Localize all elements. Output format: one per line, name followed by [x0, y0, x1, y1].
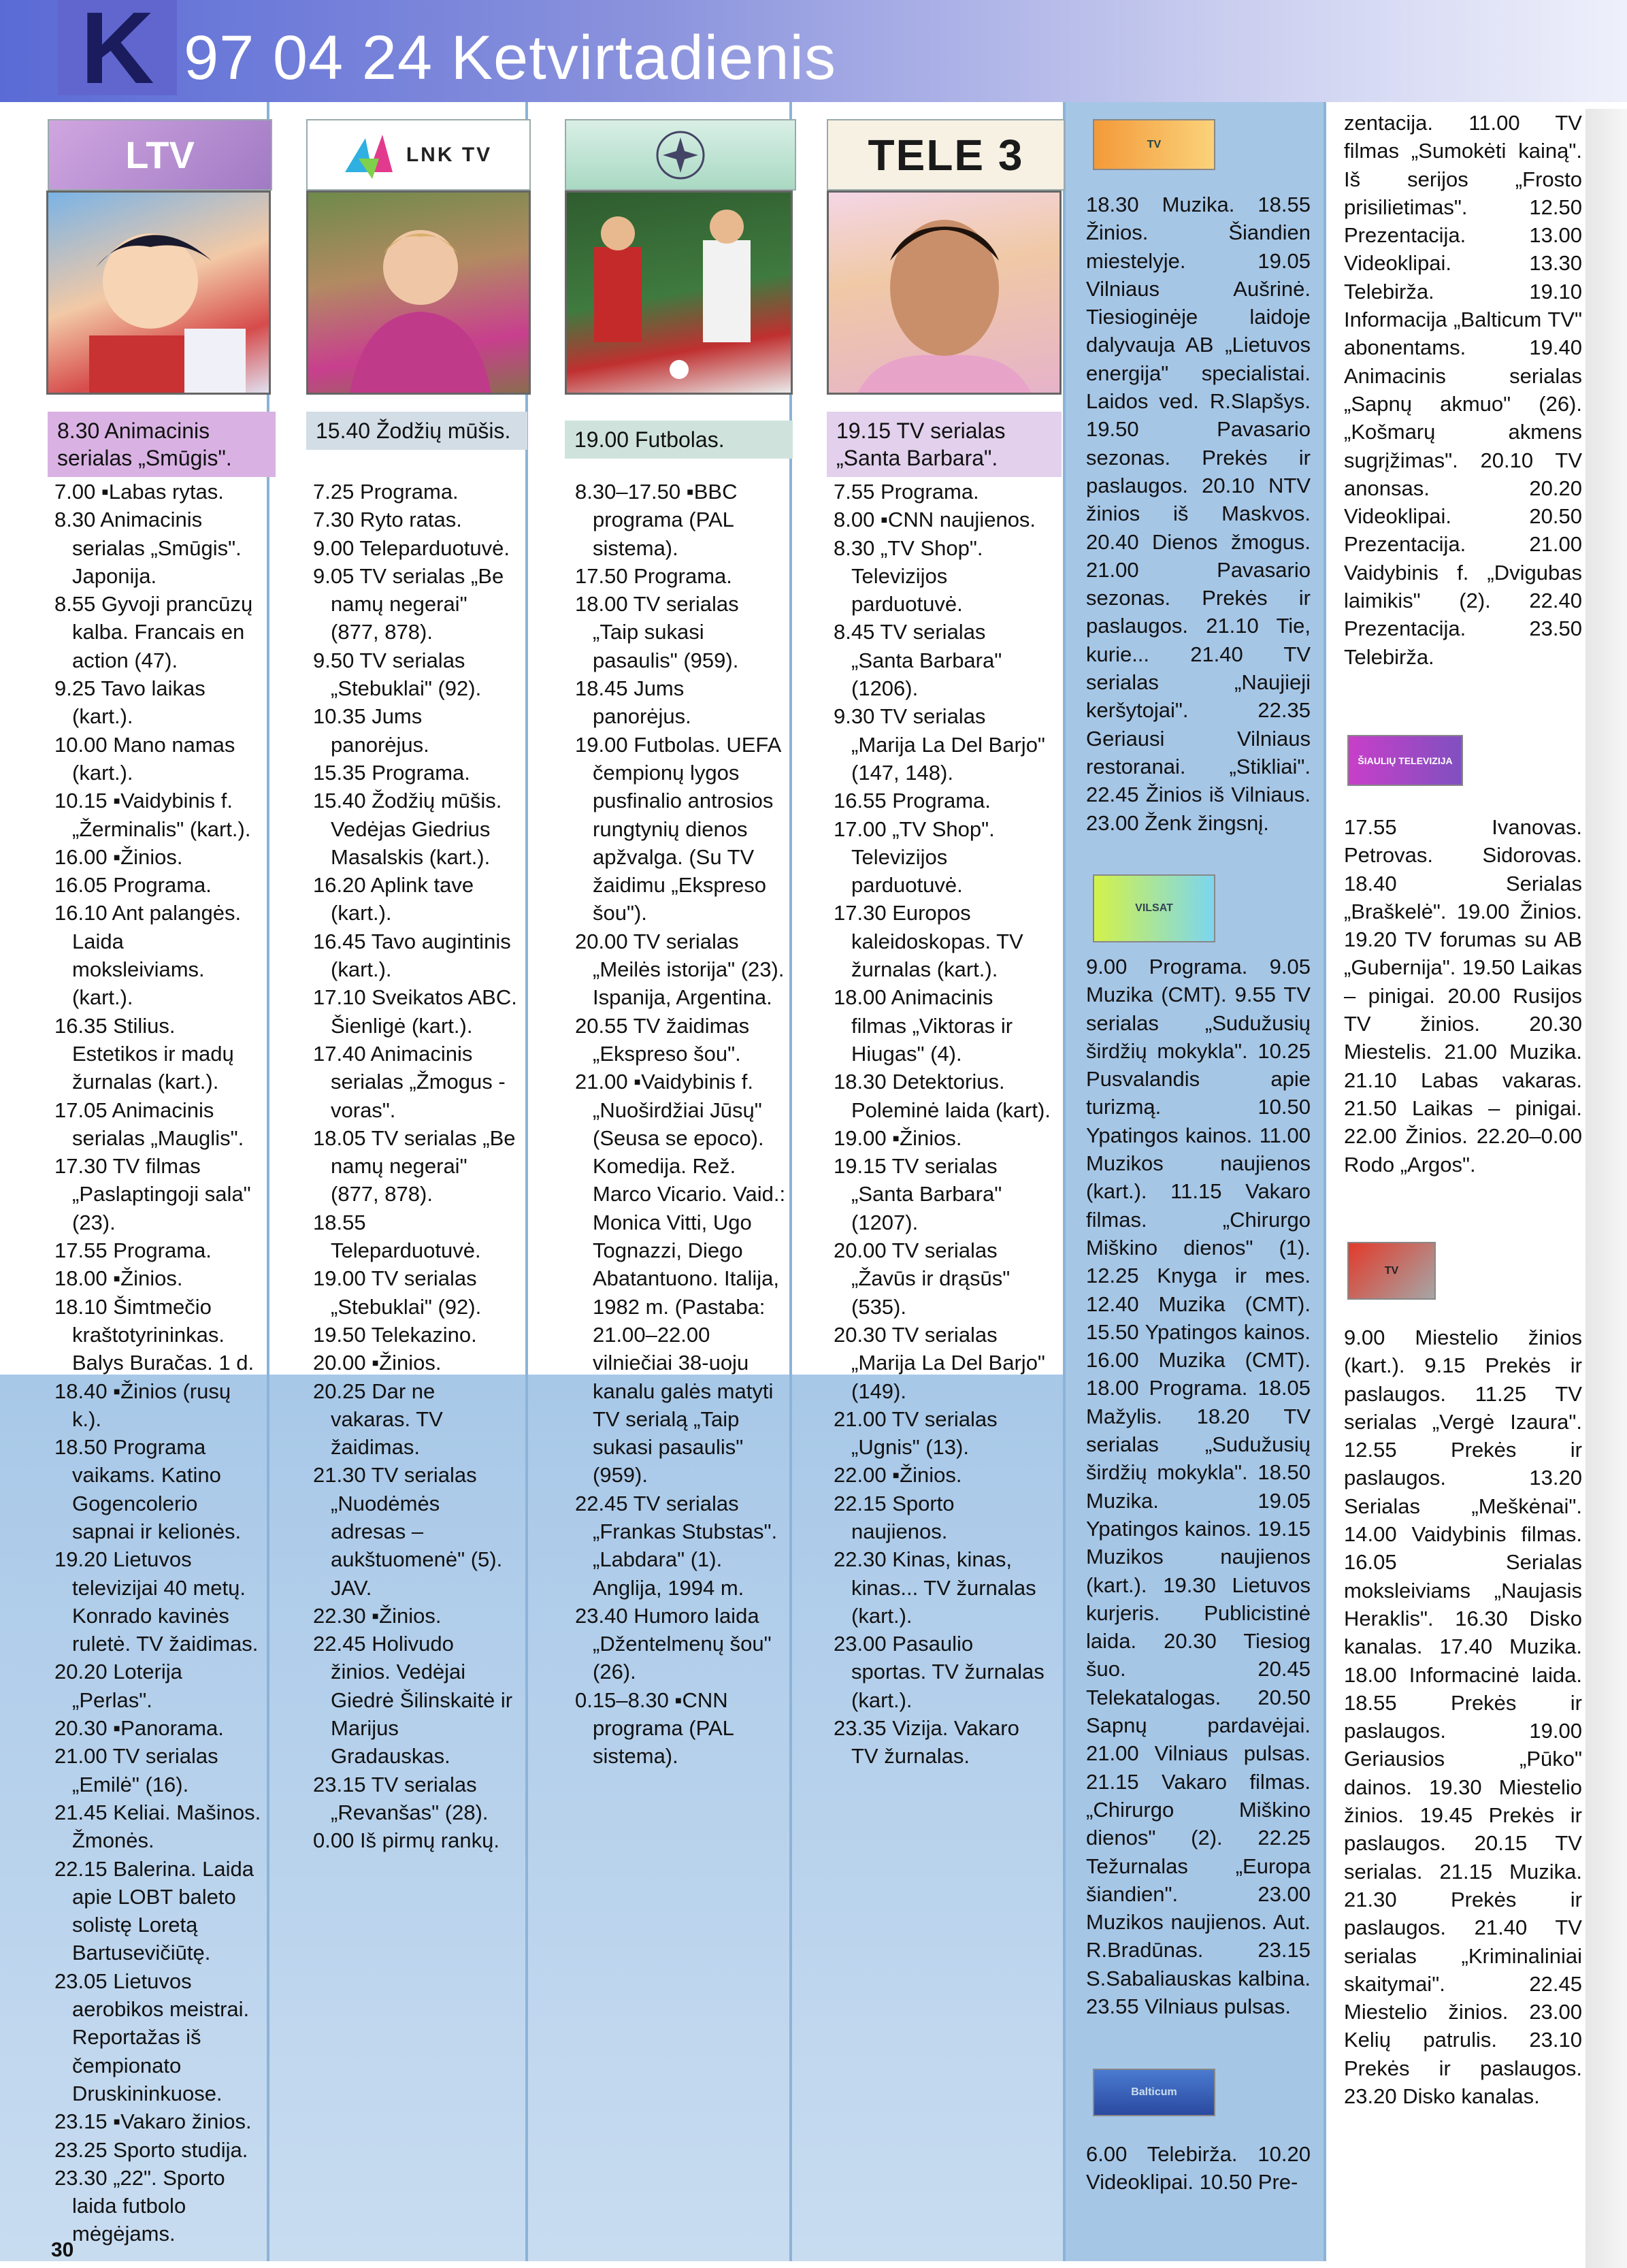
- program-entry: 17.40 Animacinis serialas „Žmogus - voras".: [313, 1041, 506, 1122]
- regional-column-a: [1066, 102, 1324, 2261]
- highlight-box: 19.00 Futbolas.: [565, 421, 793, 459]
- program-entry: 22.15 Sporto naujienos.: [834, 1491, 955, 1543]
- program-entry: 23.35 Vizija. Vakaro TV žurnalas.: [834, 1716, 1019, 1769]
- program-entry: 20.00 ▪Žinios.: [313, 1351, 442, 1375]
- program-entry: 16.55 Programa.: [834, 789, 991, 813]
- program-entry: 18.00 TV serialas „Taip sukasi pasaulis" (959).: [575, 592, 739, 672]
- program-entry: 19.00 Futbolas. UEFA čempionų lygos pusfinalio antrosios rungtynių dienos apžvalga. (Su TV žaidimu „Ekspreso šou").: [575, 732, 780, 925]
- program-entry: 18.55 Teleparduotuvė.: [313, 1210, 481, 1263]
- program-entry: 22.30 Kinas, kinas, kinas... TV žurnalas (kart.).: [834, 1547, 1036, 1628]
- program-entry: 16.35 Stilius. Estetikos ir madų žurnalas (kart.).: [54, 1013, 234, 1094]
- program-entry: 18.30 Detektorius. Poleminė laida (kart).: [834, 1070, 1051, 1122]
- program-entry: 21.00 TV serialas „Emilė" (16).: [54, 1744, 218, 1796]
- program-entry: 16.05 Programa.: [54, 873, 212, 898]
- local-tv-logo: TV: [1347, 1242, 1436, 1300]
- program-entry: 22.45 TV serialas „Frankas Stubstas". „Labdara" (1). Anglija, 1994 m.: [575, 1491, 778, 1600]
- baltijos-logo: [565, 119, 796, 191]
- program-entry: 22.00 ▪Žinios.: [834, 1463, 962, 1488]
- program-entry: 18.10 Šimtmečio kraštotyrininkas. Balys Buračas. 1 d.: [54, 1294, 254, 1375]
- tele3-logo: TELE 3: [827, 119, 1065, 191]
- program-entry: 17.55 Programa.: [54, 1238, 212, 1263]
- page-number: 30: [51, 2239, 74, 2261]
- vilnius-tv-logo: TV: [1093, 119, 1215, 170]
- program-entry: 16.45 Tavo augintinis (kart.).: [313, 929, 511, 982]
- program-list-tele3: [834, 478, 1051, 1771]
- program-entry: 20.30 ▪Panorama.: [54, 1716, 224, 1741]
- siauliu-tv-logo: ŠIAULIŲ TELEVIZIJA: [1347, 735, 1463, 786]
- program-entry: 20.00 TV serialas „Meilės istorija" (23). Ispanija, Argentina.: [575, 929, 785, 1010]
- program-entry: 7.55 Programa.: [834, 480, 979, 504]
- program-list-baltijos: [575, 478, 786, 1771]
- program-entry: 22.15 Balerina. Laida apie LOBT baleto solistę Loretą Bartusevičiūtę.: [54, 1856, 254, 1965]
- program-entry: 8.30–17.50 ▪BBC programa (PAL sistema).: [575, 480, 738, 560]
- program-entry: 8.45 TV serialas „Santa Barbara" (1206).: [834, 620, 1002, 701]
- program-entry: 8.00 ▪CNN naujienos.: [834, 508, 1036, 532]
- program-entry: 19.00 ▪Žinios.: [834, 1125, 962, 1150]
- program-text-siauliu: 17.55 Ivanovas. Petrovas. Sidorovas. 18.40 Serialas „Braškelė". 19.00 Žinios. 19.20 TV forumas su AB „Gubernija". 19.50 Laikas – pinigai. 20.00 Rusijos TV žinios. 20.30 Miestelis. 21.00 Muzika. 21.10 Labas vakaras. 21.50 Laikas – pinigai. 22.00 Žinios. 22.20–0.00 Rodo „Argos".: [1344, 815, 1582, 1177]
- highlight-box: 8.30 Animacinis serialas „Smūgis".: [48, 412, 276, 477]
- program-entry: 8.55 Gyvoji prancūzų kalba. Francais en action (47).: [54, 592, 253, 672]
- program-text-balticum: 6.00 Telebirža. 10.20 Videoklipai. 10.50 Pre-: [1086, 2142, 1311, 2195]
- program-list-lnk: [313, 478, 517, 1855]
- program-entry: 18.40 ▪Žinios (rusų k.).: [54, 1379, 231, 1431]
- lnk-logo: LNK TV: [306, 119, 531, 191]
- program-entry: 8.30 „TV Shop". Televizijos parduotuvė.: [834, 536, 983, 617]
- program-entry: 21.30 TV serialas „Nuodėmės adresas – aukštuomenė" (5). JAV.: [313, 1463, 503, 1600]
- column-divider: [1324, 102, 1326, 2261]
- program-entry: 19.50 Telekazino.: [313, 1322, 477, 1347]
- program-list-ltv: [54, 478, 262, 2248]
- program-entry: 15.40 Žodžių mūšis. Vedėjas Giedrius Masalskis (kart.).: [313, 789, 502, 869]
- anime-character-photo: [46, 191, 271, 395]
- program-entry: 18.05 TV serialas „Be namų negerai" (877, 878).: [313, 1125, 516, 1206]
- program-entry: 10.15 ▪Vaidybinis f. „Žerminalis" (kart.).: [54, 789, 251, 841]
- program-entry: 18.45 Jums panorėjus.: [575, 676, 691, 729]
- program-entry: 17.05 Animacinis serialas „Mauglis".: [54, 1098, 244, 1150]
- program-entry: 19.15 TV serialas „Santa Barbara" (1207).: [834, 1154, 1002, 1234]
- program-entry: 21.45 Keliai. Mašinos. Žmonės.: [54, 1800, 261, 1853]
- program-entry: 23.15 TV serialas „Revanšas" (28).: [313, 1772, 489, 1824]
- page-title: 97 04 24 Ketvirtadienis: [184, 23, 836, 93]
- program-entry: 16.10 Ant palangės. Laida moksleiviams. (kart.).: [54, 901, 242, 1010]
- program-entry: 17.10 Sveikatos ABC. Šienligė (kart.).: [313, 985, 517, 1038]
- program-text-local: 9.00 Miestelio žinios (kart.). 9.15 Prekės ir paslaugos. 11.25 TV serialas „Vergė Izaura". 12.55 Prekės ir paslaugos. 13.20 Serialas „Meškėnai". 14.00 Vaidybinis filmas. 16.05 Serialas moksleiviams „Naujasis Heraklis". 16.30 Disko kanalas. 17.40 Muzika. 18.00 Informacinė laida. 18.55 Prekės ir paslaugos. 19.00 Geriausios „Pūko" dainos. 19.30 Miestelio žinios. 19.45 Prekės ir paslaugos. 20.15 TV serialas. 21.15 Muzika. 21.30 Prekės ir paslaugos. 21.40 TV serialas „Kriminaliniai skaitymai". 22.45 Miestelio žinios. 23.00 Kelių patrulis. 23.10 Prekės ir paslaugos. 23.20 Disko kanalas.: [1344, 1326, 1582, 2109]
- program-entry: 17.00 „TV Shop". Televizijos parduotuvė.: [834, 817, 995, 898]
- program-entry: 9.30 TV serialas „Marija La Del Barjo" (147, 148).: [834, 704, 1045, 785]
- program-entry: 17.30 TV filmas „Paslaptingoji sala" (23).: [54, 1154, 251, 1234]
- football-photo: [565, 191, 793, 395]
- program-entry: 16.00 ▪Žinios.: [54, 844, 183, 869]
- program-entry: 20.30 TV serialas „Marija La Del Barjo" (149).: [834, 1322, 1045, 1403]
- program-entry: 23.40 Humoro laida „Džentelmenų šou" (26).: [575, 1603, 772, 1684]
- ltv-logo: LTV: [48, 119, 272, 191]
- program-entry: 0.15–8.30 ▪CNN programa (PAL sistema).: [575, 1688, 734, 1769]
- vilsat-logo: VILSAT: [1093, 874, 1215, 942]
- program-entry: 23.25 Sporto studija.: [54, 2137, 248, 2162]
- program-entry: 7.00 ▪Labas rytas.: [54, 480, 224, 504]
- program-text-vilnius: 18.30 Muzika. 18.55 Žinios. Šiandien miestelyje. 19.05 Vilniaus Aušrinė. Tiesioginėje laidoje dalyvauja AB „Lietuvos energija" specialistai. Laidos ved. R.Slapšys. 19.50 Pavasario sezonas. Prekės ir paslaugos. 20.10 NTV žinios iš Maskvos. 20.40 Dienos žmogus. 21.00 Pavasario sezonas. Prekės ir paslaugos. 21.10 Tie, kurie... 21.40 TV serialas „Naujieji keršytojai". 22.35 Geriausi Vilniaus restoranai. „Stikliai". 22.45 Žinios iš Vilniaus. 23.00 Ženk žingsnį.: [1086, 193, 1311, 835]
- program-entry: 9.05 TV serialas „Be namų negerai" (877, 878).: [313, 563, 504, 644]
- actor-portrait-photo: [827, 191, 1062, 395]
- program-entry: 17.50 Programa.: [575, 563, 732, 588]
- program-entry: 0.00 Iš pirmų rankų.: [313, 1828, 499, 1853]
- program-entry: 19.20 Lietuvos televizijai 40 metų. Konrado kavinės ruletė. TV žaidimas.: [54, 1547, 259, 1656]
- regional-column-b: [1327, 102, 1627, 2261]
- program-entry: 19.00 TV serialas „Stebuklai" (92).: [313, 1266, 482, 1319]
- balticum-logo: Balticum: [1093, 2069, 1215, 2116]
- highlight-box: 15.40 Žodžių mūšis.: [306, 412, 527, 450]
- program-entry: 20.00 TV serialas „Žavūs ir drąsūs" (535).: [834, 1238, 1010, 1319]
- program-entry: 8.30 Animacinis serialas „Smūgis". Japonija.: [54, 508, 242, 588]
- program-entry: 20.25 Dar ne vakaras. TV žaidimas.: [313, 1379, 443, 1460]
- program-entry: 21.00 ▪Vaidybinis f. „Nuoširdžiai Jūsų" (Seusa se epoco). Komedija. Rež. Marco Vicario. Vaid.: Monica Vitti, Ugo Tognazzi, Diego Abatantuono. Italija, 1982 m. (Pastaba: 21.00–22.00 vilniečiai 38-uoju kanalu galės matyti TV serialą „Taip sukasi pasaulis" (959).: [575, 1070, 786, 1488]
- program-entry: 7.25 Programa.: [313, 480, 459, 504]
- program-entry: 17.30 Europos kaleidoskopas. TV žurnalas (kart.).: [834, 901, 1023, 982]
- program-entry: 9.50 TV serialas „Stebuklai" (92).: [313, 648, 482, 701]
- program-entry: 18.00 Animacinis filmas „Viktoras ir Hiugas" (4).: [834, 985, 1013, 1066]
- program-entry: 22.45 Holivudo žinios. Vedėjai Giedrė Šilinskaitė ir Marijus Gradauskas.: [313, 1632, 513, 1769]
- program-entry: 18.50 Programa vaikams. Katino Gogencolerio sapnai ir kelionės.: [54, 1435, 242, 1543]
- program-entry: 10.35 Jums panorėjus.: [313, 704, 429, 757]
- program-text-balticum-cont: zentacija. 11.00 TV filmas „Sumokėti kainą". Iš serijos „Frosto prisilietimas". 12.50 Prezentacija. 13.00 Videoklipai. 13.30 Telebirža. 19.10 Informacija „Balticum TV" abonentams. 19.40 Animacinis serialas „Sapnų akmuo" (26). „Košmarų akmens sugrįžimas". 20.10 TV anonsas. 20.20 Videoklipai. 20.50 Prezentacija. 21.00 Vaidybinis f. „Dvigubas laimikis" (2). 22.40 Prezentacija. 23.50 Telebirža.: [1344, 111, 1582, 669]
- program-entry: 10.00 Mano namas (kart.).: [54, 732, 235, 785]
- program-entry: 15.35 Programa.: [313, 760, 470, 785]
- presenter-photo: [306, 191, 531, 395]
- program-entry: 9.00 Teleparduotuvė.: [313, 536, 510, 560]
- program-entry: 16.20 Aplink tave (kart.).: [313, 873, 474, 925]
- highlight-box: 19.15 TV serialas „Santa Barbara".: [827, 412, 1062, 477]
- program-entry: 7.30 Ryto ratas.: [313, 508, 462, 532]
- program-entry: 22.30 ▪Žinios.: [313, 1603, 442, 1628]
- page-edge: [1585, 109, 1627, 2268]
- day-letter: K: [58, 0, 177, 95]
- program-entry: 23.30 „22". Sporto laida futbolo mėgėjams.: [54, 2165, 225, 2246]
- program-entry: 21.00 TV serialas „Ugnis" (13).: [834, 1407, 998, 1460]
- program-entry: 23.00 Pasaulio sportas. TV žurnalas (kart.).: [834, 1632, 1045, 1712]
- program-entry: 9.25 Tavo laikas (kart.).: [54, 676, 206, 729]
- program-entry: 20.55 TV žaidimas „Ekspreso šou".: [575, 1013, 750, 1066]
- program-entry: 23.05 Lietuvos aerobikos meistrai. Reportažas iš čempionato Druskininkuose.: [54, 1969, 250, 2105]
- program-text-vilsat: 9.00 Programa. 9.05 Muzika (CMT). 9.55 TV serialas „Sudužusių širdžių mokykla". 10.25 Pusvalandis apie turizmą. 10.50 Ypatingos kainos. 11.00 Muzikos naujienos (kart.). 11.15 Vakaro filmas. „Chirurgo Miškino dienos" (1). 12.25 Knyga ir mes. 12.40 Muzika (CMT). 15.50 Ypatingos kainos. 16.00 Muzika (CMT). 18.00 Programa. 18.05 Mažylis. 18.20 TV serialas „Sudužusių širdžių mokykla". 18.50 Muzika. 19.05 Ypatingos kainos. 19.15 Muzikos naujienos (kart.). 19.30 Lietuvos kurjeris. Publicistinė laida. 20.30 Tiesiog šuo. 20.45 Telekatalogas. 20.50 Sapnų pardavėjai. 21.00 Vilniaus pulsas. 21.15 Vakaro filmas. „Chirurgo Miškino dienos" (2). 22.25 Težurnalas „Europa šiandien". 23.00 Muzikos naujienos. Aut. R.Bradūnas. 23.15 S.Sabaliauskas kalbina. 23.55 Vilniaus pulsas.: [1086, 955, 1311, 2018]
- program-entry: 20.20 Loterija „Perlas".: [54, 1660, 182, 1712]
- program-entry: 23.15 ▪Vakaro žinios.: [54, 2109, 252, 2134]
- program-entry: 18.00 ▪Žinios.: [54, 1266, 183, 1291]
